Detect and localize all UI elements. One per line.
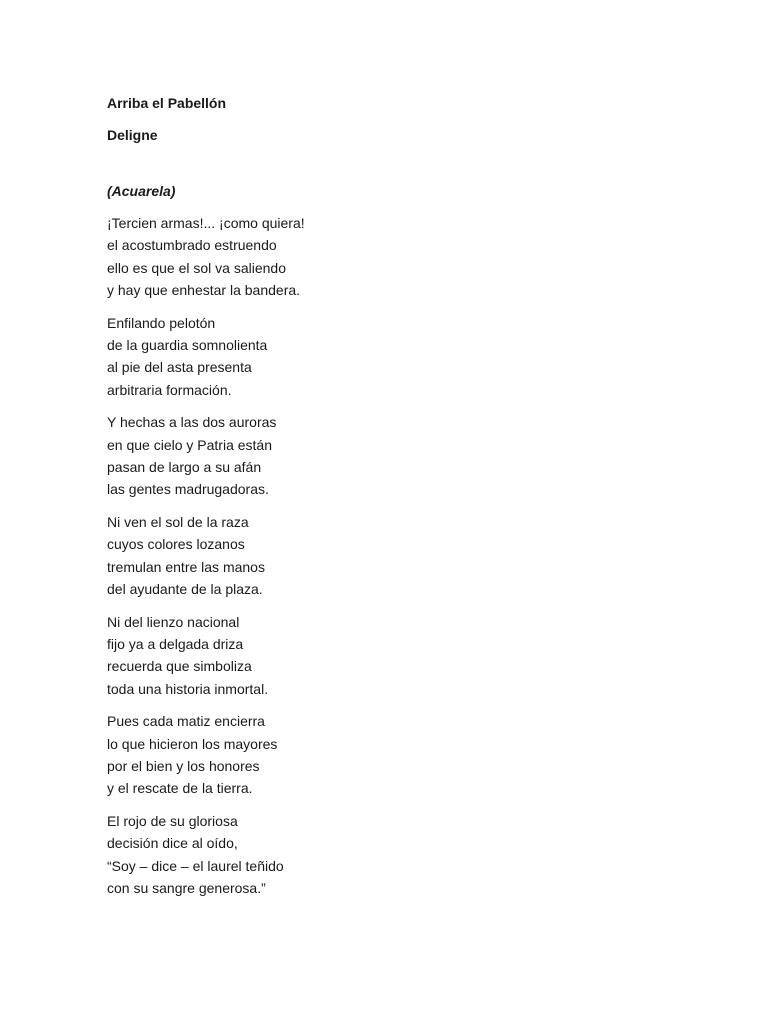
stanza-2 xyxy=(107,312,667,401)
stanza-line: arbitraria formación. xyxy=(107,381,232,398)
stanza-line: del ayudante de la plaza. xyxy=(107,580,263,597)
poem-content xyxy=(107,92,667,910)
stanza-line: El rojo de su gloriosa xyxy=(107,813,238,830)
stanza-4 xyxy=(107,511,667,600)
stanza-line: ¡Tercien armas!... ¡como quiera! xyxy=(107,215,305,231)
stanza-line: y hay que enhestar la bandera. xyxy=(107,281,301,298)
stanza-line: al pie del asta presenta xyxy=(107,359,252,376)
stanza-line: fijo ya a delgada driza xyxy=(107,636,244,653)
stanza-line: pasan de largo a su afán xyxy=(107,458,262,475)
stanza-line: toda una historia inmortal. xyxy=(107,680,269,697)
stanza-line: recuerda que simboliza xyxy=(107,658,252,675)
stanza-line: y el rescate de la tierra. xyxy=(107,780,253,797)
stanza-line: por el bien y los honores xyxy=(107,758,260,775)
stanza-line: cuyos colores lozanos xyxy=(107,536,245,553)
stanza-1 xyxy=(107,212,667,301)
stanza-line: Ni del lienzo nacional xyxy=(107,613,240,630)
stanza-line: Pues cada matiz encierra xyxy=(107,713,265,730)
stanza-7 xyxy=(107,810,667,899)
stanza-3 xyxy=(107,411,667,500)
poem-author: Deligne xyxy=(107,127,158,143)
stanza-line: el acostumbrado estruendo xyxy=(107,237,277,254)
stanza-line: en que cielo y Patria están xyxy=(107,436,272,453)
stanza-line: Y hechas a las dos auroras xyxy=(107,414,277,431)
stanza-line: Ni ven el sol de la raza xyxy=(107,514,249,531)
stanza-6 xyxy=(107,710,667,799)
stanza-line: tremulan entre las manos xyxy=(107,558,265,575)
stanza-line: “Soy – dice – el laurel teñido xyxy=(107,857,284,874)
poem-title: Arriba el Pabellón xyxy=(107,95,227,111)
stanza-line: lo que hicieron los mayores xyxy=(107,735,278,752)
stanza-line: ello es que el sol va saliendo xyxy=(107,259,287,276)
stanza-line: las gentes madrugadoras. xyxy=(107,481,269,498)
stanza-line: Enfilando pelotón xyxy=(107,314,216,331)
stanza-line: con su sangre generosa.” xyxy=(107,880,266,897)
stanza-5 xyxy=(107,611,667,700)
stanza-line: decisión dice al oído, xyxy=(107,835,238,852)
poem-subtitle: (Acuarela) xyxy=(107,183,176,199)
stanza-line: de la guardia somnolienta xyxy=(107,336,268,353)
